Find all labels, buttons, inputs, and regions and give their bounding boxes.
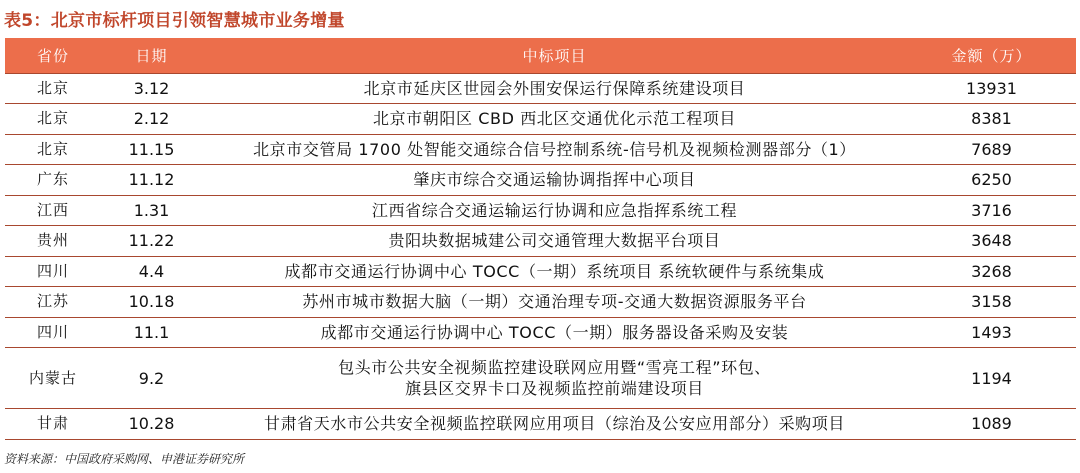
cell-project: [202, 348, 907, 409]
cell-amount: 3716: [907, 195, 1076, 226]
cell-amount: 1089: [907, 409, 1076, 440]
cell-date: 10.18: [101, 287, 202, 318]
header-project: 中标项目: [202, 38, 907, 73]
cell-date: 11.12: [101, 165, 202, 196]
table-row: [5, 317, 1076, 348]
table-row: [5, 226, 1076, 257]
header-province: 省份: [5, 38, 101, 73]
cell-amount: 3268: [907, 256, 1076, 287]
project-line: 成都市交通运行协调中心 TOCC（一期）系统项目 系统软硬件与系统集成: [284, 261, 825, 281]
table-row: [5, 165, 1076, 196]
cell-amount: 8381: [907, 104, 1076, 135]
project-line: 成都市交通运行协调中心 TOCC（一期）服务器设备采购及安装: [320, 322, 789, 342]
cell-amount: 3648: [907, 226, 1076, 257]
project-line: 北京市延庆区世园会外围安保运行保障系统建设项目: [363, 78, 746, 98]
cell-province: 江西: [5, 195, 101, 226]
cell-amount: 6250: [907, 165, 1076, 196]
table-row: [5, 73, 1076, 104]
project-line: 贵阳块数据城建公司交通管理大数据平台项目: [388, 231, 721, 251]
cell-project: [202, 165, 907, 196]
table-header-row: [5, 38, 1076, 73]
cell-project: [202, 226, 907, 257]
header-amount: 金额（万）: [907, 38, 1076, 73]
project-line: 甘肃省天水市公共安全视频监控联网应用项目（综治及公安应用部分）采购项目: [263, 414, 845, 434]
project-line: 肇庆市综合交通运输协调指挥中心项目: [413, 170, 696, 190]
cell-province: 广东: [5, 165, 101, 196]
cell-date: 9.2: [101, 348, 202, 409]
table-row: [5, 409, 1076, 440]
cell-date: 1.31: [101, 195, 202, 226]
table-row: [5, 348, 1076, 409]
cell-project: [202, 317, 907, 348]
cell-amount: 7689: [907, 134, 1076, 165]
cell-amount: 13931: [907, 73, 1076, 104]
source-note: 资料来源：中国政府采购网、申港证券研究所: [4, 452, 245, 466]
cell-project: [202, 256, 907, 287]
cell-province: 内蒙古: [5, 348, 101, 409]
table-row: [5, 256, 1076, 287]
cell-date: 11.15: [101, 134, 202, 165]
cell-project: [202, 195, 907, 226]
cell-project: [202, 73, 907, 104]
cell-date: 4.4: [101, 256, 202, 287]
project-line: 旗县区交界卡口及视频监控前端建设项目: [405, 379, 704, 398]
header-date: 日期: [101, 38, 202, 73]
cell-project: [202, 134, 907, 165]
project-line: 北京市交管局 1700 处智能交通综合信号控制系统-信号机及视频检测器部分（1）: [253, 139, 856, 159]
cell-amount: 3158: [907, 287, 1076, 318]
table-row: [5, 104, 1076, 135]
cell-province: 北京: [5, 104, 101, 135]
cell-province: 甘肃: [5, 409, 101, 440]
project-line: 包头市公共安全视频监控建设联网应用暨“雪亮工程”环包、: [338, 358, 771, 377]
bid-table: [5, 38, 1076, 440]
table-row: [5, 195, 1076, 226]
cell-amount: 1493: [907, 317, 1076, 348]
cell-province: 北京: [5, 73, 101, 104]
cell-province: 四川: [5, 256, 101, 287]
cell-date: 3.12: [101, 73, 202, 104]
cell-date: 2.12: [101, 104, 202, 135]
table-row: [5, 287, 1076, 318]
table-row: [5, 134, 1076, 165]
cell-date: 11.1: [101, 317, 202, 348]
project-line: 苏州市城市数据大脑（一期）交通治理专项-交通大数据资源服务平台: [302, 292, 807, 312]
project-line: 江西省综合交通运输运行协调和应急指挥系统工程: [371, 200, 738, 220]
cell-amount: 1194: [907, 348, 1076, 409]
cell-province: 江苏: [5, 287, 101, 318]
cell-province: 北京: [5, 134, 101, 165]
project-line: 北京市朝阳区 CBD 西北区交通优化示范工程项目: [372, 109, 737, 129]
cell-project: [202, 104, 907, 135]
cell-project: [202, 409, 907, 440]
cell-date: 11.22: [101, 226, 202, 257]
cell-project: [202, 287, 907, 318]
table-title: 表5：北京市标杆项目引领智慧城市业务增量: [4, 11, 345, 31]
table-body: [5, 73, 1076, 439]
cell-date: 10.28: [101, 409, 202, 440]
cell-province: 四川: [5, 317, 101, 348]
cell-province: 贵州: [5, 226, 101, 257]
